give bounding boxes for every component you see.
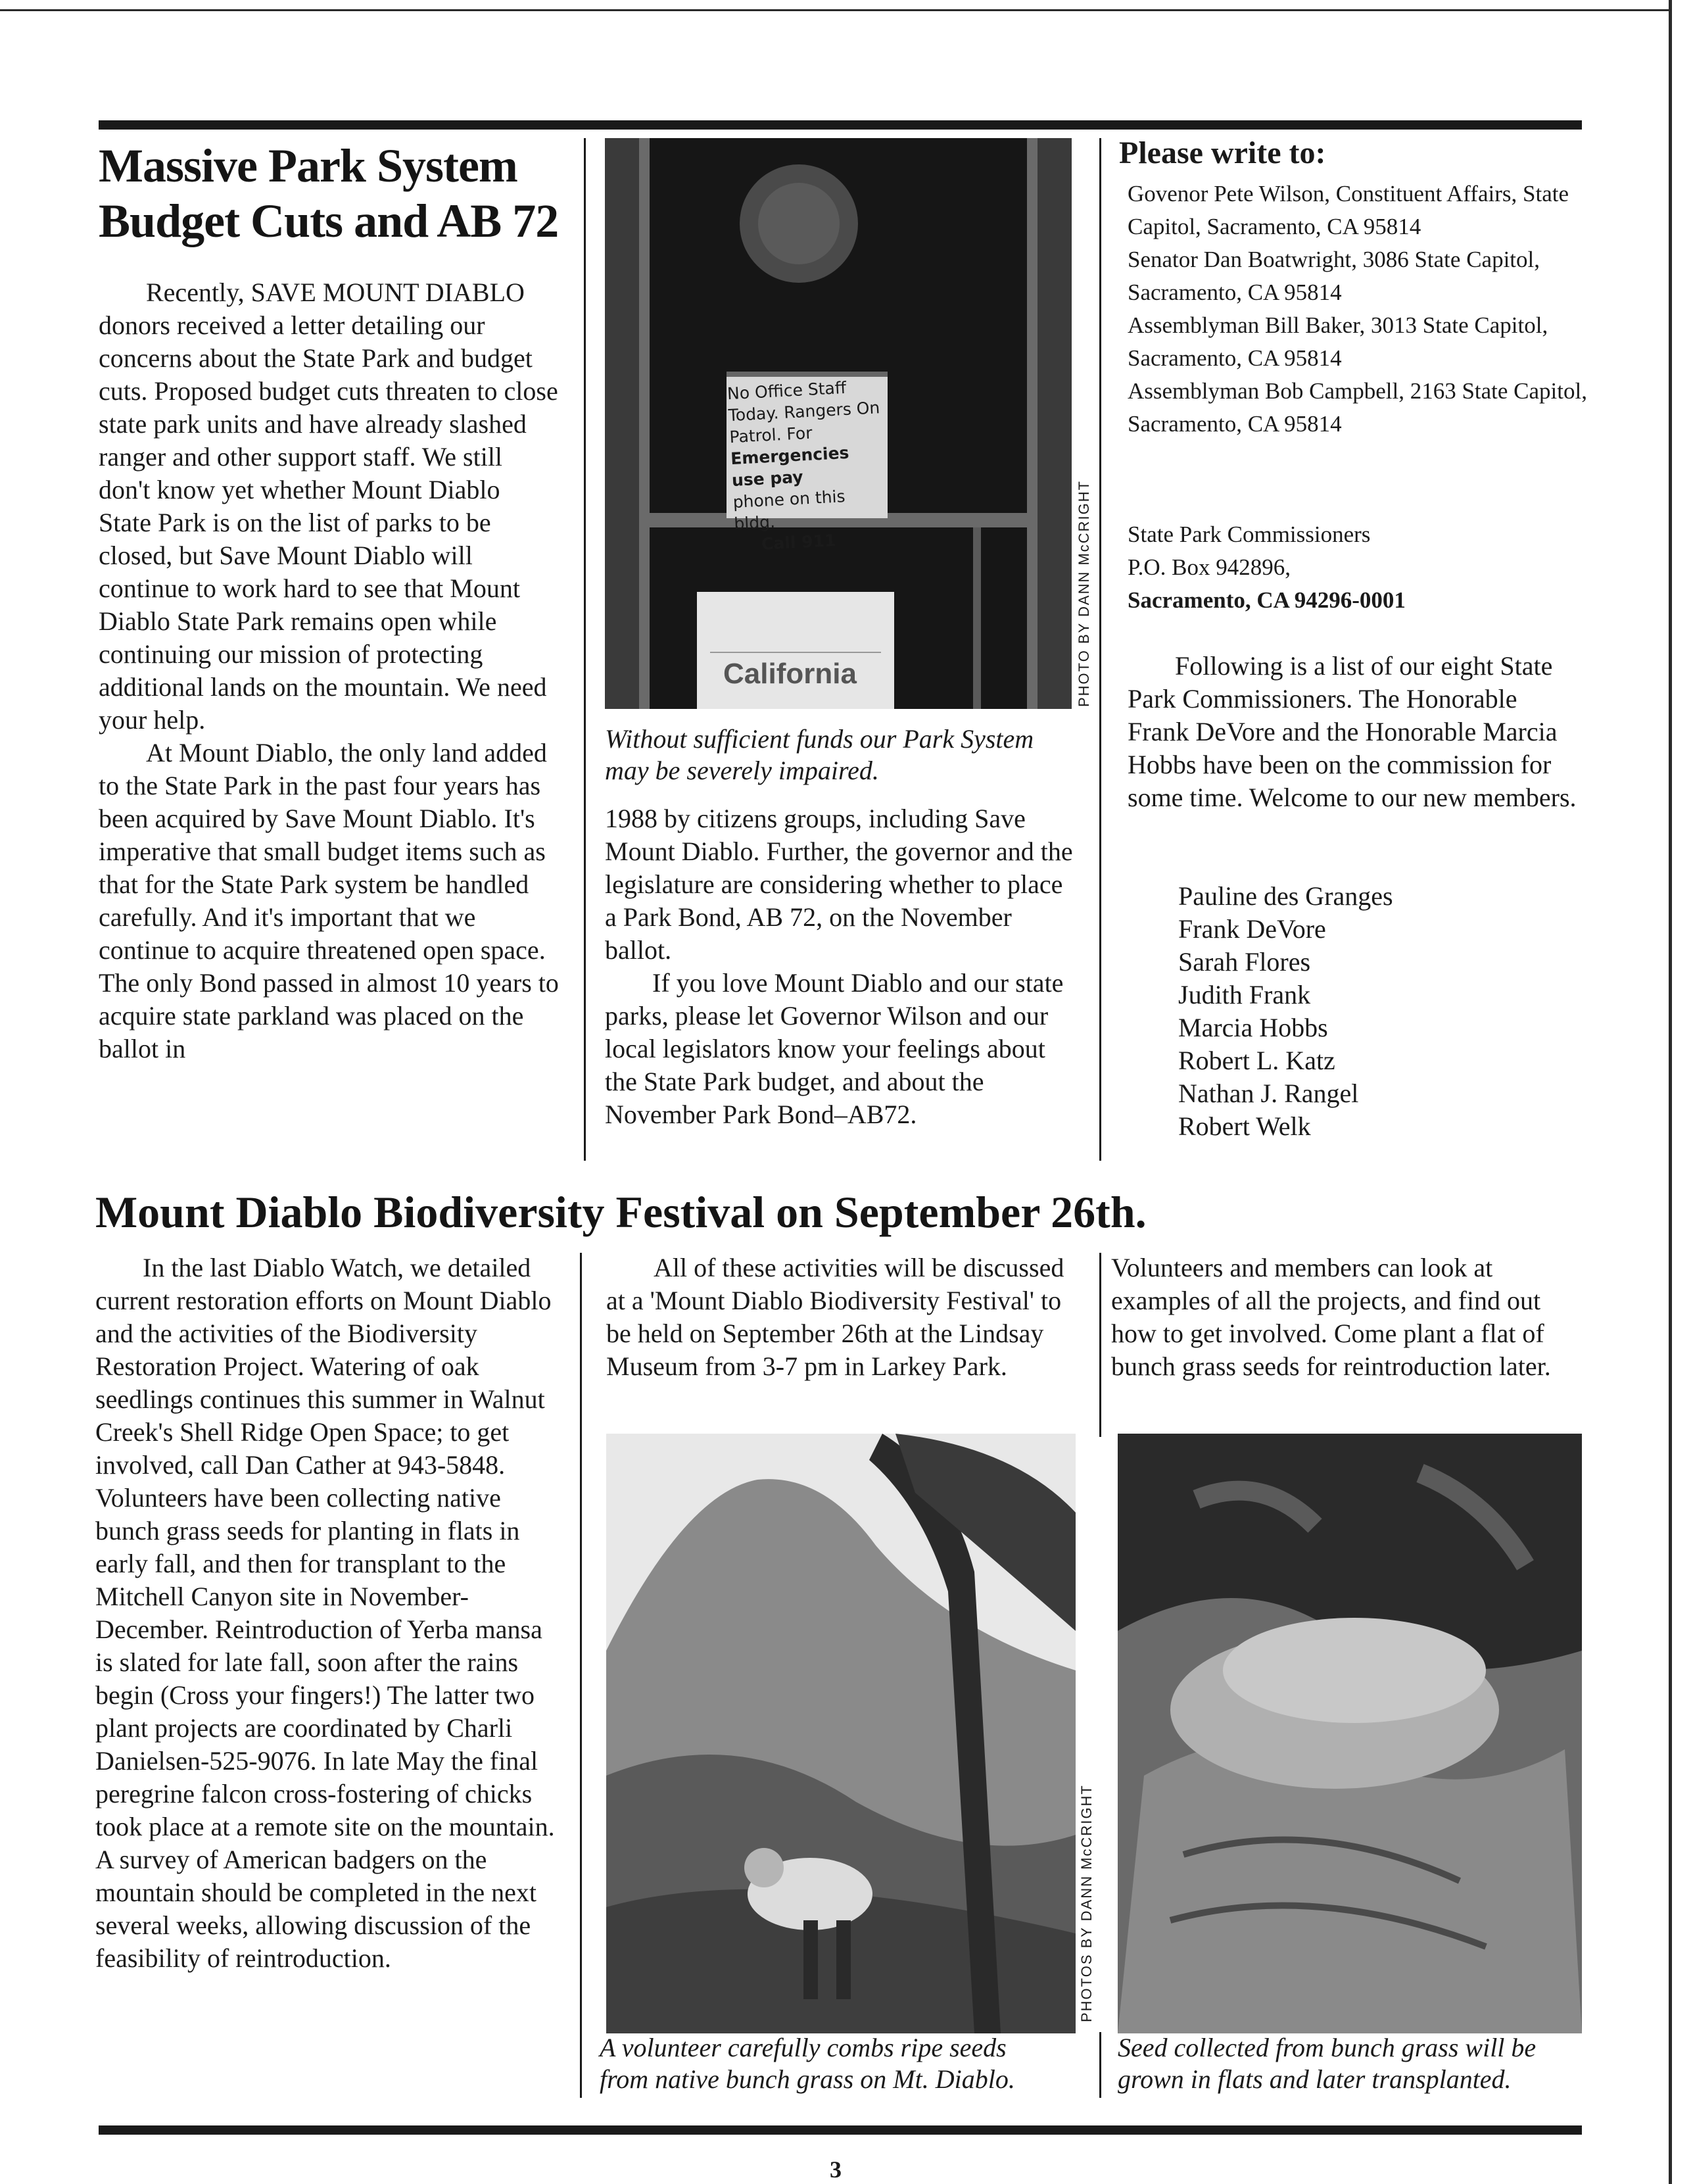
seeds-photo-caption: Seed collected from bunch grass will be grown in flats and later transplanted. [1118, 2033, 1537, 2094]
scan-edge-top [0, 9, 1670, 11]
ranger-station-photo [605, 138, 1072, 709]
ranger-photo-caption: Without sufficient funds our Park System may be severely impaired. [605, 724, 1034, 785]
no-staff-sign [727, 375, 890, 556]
article1-headline-line2: Budget Cuts and AB 72 [99, 195, 559, 247]
commissioners-address-line3: Sacramento, CA 94296-0001 [1128, 587, 1406, 613]
address-assemblyman-campbell: Assemblyman Bob Campbell, 2163 State Capitol, Sacramento, CA 95814 [1128, 378, 1587, 437]
column-divider-4 [1099, 1253, 1101, 1437]
article1-column2 [605, 802, 1078, 1131]
article2-column1 [95, 1251, 563, 1975]
column-divider-2 [1099, 138, 1101, 1161]
commissioner-name: Judith Frank [1178, 980, 1311, 1009]
commissioner-name: Marcia Hobbs [1178, 1013, 1328, 1042]
address-governor: Govenor Pete Wilson, Constituent Affairs, State Capitol, Sacramento, CA 95814 [1128, 181, 1569, 239]
address-list [1128, 178, 1588, 441]
commissioners-address [1128, 518, 1588, 617]
bottom-rule [99, 2125, 1582, 2135]
article1-headline-line1: Massive Park System [99, 139, 517, 192]
sign-line-6: Call 911 [761, 530, 837, 554]
volunteer-photo-caption: A volunteer carefully combs ripe seeds from native bunch grass on Mt. Diablo. [600, 2033, 1015, 2094]
volunteer-photo [606, 1434, 1076, 2033]
commissioner-name: Pauline des Granges [1178, 881, 1393, 911]
commissioner-name: Robert Welk [1178, 1111, 1311, 1141]
seeds-photo-svg [1118, 1434, 1582, 2033]
commissioners-address-line1: State Park Commissioners [1128, 522, 1371, 547]
article2-headline: Mount Diablo Biodiversity Festival on September 26th. [95, 1187, 1147, 1237]
sign-line-1: No Office Staff [727, 377, 847, 404]
seeds-photo [1118, 1434, 1582, 2033]
article2-column2 [606, 1251, 1080, 1383]
scan-edge-right [1669, 0, 1672, 2184]
california-poster-text: California [723, 658, 857, 690]
article1-paragraph-4: If you love Mount Diablo and our state parks, please let Governor Wilson and our local legislators know your feelings about the State Park budget, and about the November Park Bond–AB72. [605, 968, 1064, 1129]
sign-line-3: Patrol. For [728, 423, 813, 447]
commissioner-name: Sarah Flores [1178, 947, 1311, 977]
column-divider-1 [584, 138, 586, 1161]
article2-column3-text: Volunteers and members can look at examples of all the projects, and find out how to get involved. Come plant a flat of bunch grass seeds for reintroduction later. [1111, 1253, 1551, 1381]
sign-line-4: Emergencies use pay [730, 443, 850, 491]
volunteer-photo-svg [606, 1434, 1076, 2033]
commissioners-intro: Following is a list of our eight State Park Commissioners. The Honorable Frank DeVore and the Honorable Marcia Hobbs have been on the commission for some time. Welcome to our new members. [1128, 651, 1577, 812]
sign-line-5: phone on this bldg. [732, 487, 846, 534]
photo-credit-1: PHOTO BY DANN McCRIGHT [1076, 479, 1092, 707]
sign-line-2: Today. Rangers On [728, 398, 880, 425]
photo-credit-2: PHOTOS BY DANN McCRIGHT [1078, 1784, 1095, 2022]
column-divider-5 [1099, 2032, 1101, 2098]
commissioner-name: Nathan J. Rangel [1178, 1079, 1359, 1108]
page-number: 3 [830, 2156, 842, 2183]
commissioners-list [1178, 880, 1393, 1143]
article1-column1 [99, 276, 559, 1065]
article1-headline [99, 138, 598, 249]
article2-column3 [1111, 1251, 1585, 1383]
article2-column1-text: In the last Diablo Watch, we detailed current restoration efforts on Mount Diablo and the activities of the Biodiversity Restoration Project. Watering of oak seedlings continues this summer in Walnut Creek's Shell Ridge Open Space; to get involved, call Dan Cather at 943-5848. Volunteers have been collecting native bunch grass seeds for planting in flats in early fall, and then for transplant to the Mitchell Canyon site in November-December. Reintroduction of Yerba mansa is slated for late fall, soon after the rains begin (Cross your fingers!) The latter two plant projects are coordinated by Charli Danielsen-525-9076. In late May the final peregrine falcon cross-fostering of chicks took place at a remote site on the mountain. A survey of American badgers on the mountain should be completed in the next several weeks, allowing discussion of the feasibility of reintroduction. [95, 1253, 555, 1973]
column-divider-3 [580, 1253, 582, 2098]
article2-column2-text: All of these activities will be discussed at a 'Mount Diablo Biodiversity Festival' to be held on September 26th at the Lindsay Museum from 3-7 pm in Larkey Park. [606, 1253, 1064, 1381]
please-write-to-heading: Please write to: [1119, 135, 1326, 170]
address-assemblyman-baker: Assemblyman Bill Baker, 3013 State Capitol, Sacramento, CA 95814 [1128, 312, 1548, 371]
commissioners-intro-block [1128, 650, 1581, 814]
address-senator: Senator Dan Boatwright, 3086 State Capitol, Sacramento, CA 95814 [1128, 247, 1540, 305]
commissioner-name: Robert L. Katz [1178, 1046, 1335, 1075]
top-rule [99, 120, 1582, 130]
commissioner-name: Frank DeVore [1178, 914, 1326, 944]
article1-paragraph-3: 1988 by citizens groups, including Save Mount Diablo. Further, the governor and the legislature are considering whether to place a Park Bond, AB 72, on the November ballot. [605, 804, 1073, 965]
article1-paragraph-2: At Mount Diablo, the only land added to the State Park in the past four years has been acquired by Save Mount Diablo. It's imperative that small budget items such as that for the State Park system be handled carefully. And it's important that we continue to acquire threatened open space. The only Bond passed in almost 10 years to acquire state parkland was placed on the ballot in [99, 738, 559, 1063]
commissioners-address-line2: P.O. Box 942896, [1128, 554, 1291, 580]
article1-paragraph-1: Recently, SAVE MOUNT DIABLO donors received a letter detailing our concerns about the State Park and budget cuts. Proposed budget cuts threaten to close state park units and have already slashed ranger and other support staff. We still don't know yet whether Mount Diablo State Park is on the list of parks to be closed, but Save Mount Diablo will continue to work hard to see that Mount Diablo State Park remains open while continuing our mission of protecting additional lands on the mountain. We need your help. [99, 278, 558, 735]
